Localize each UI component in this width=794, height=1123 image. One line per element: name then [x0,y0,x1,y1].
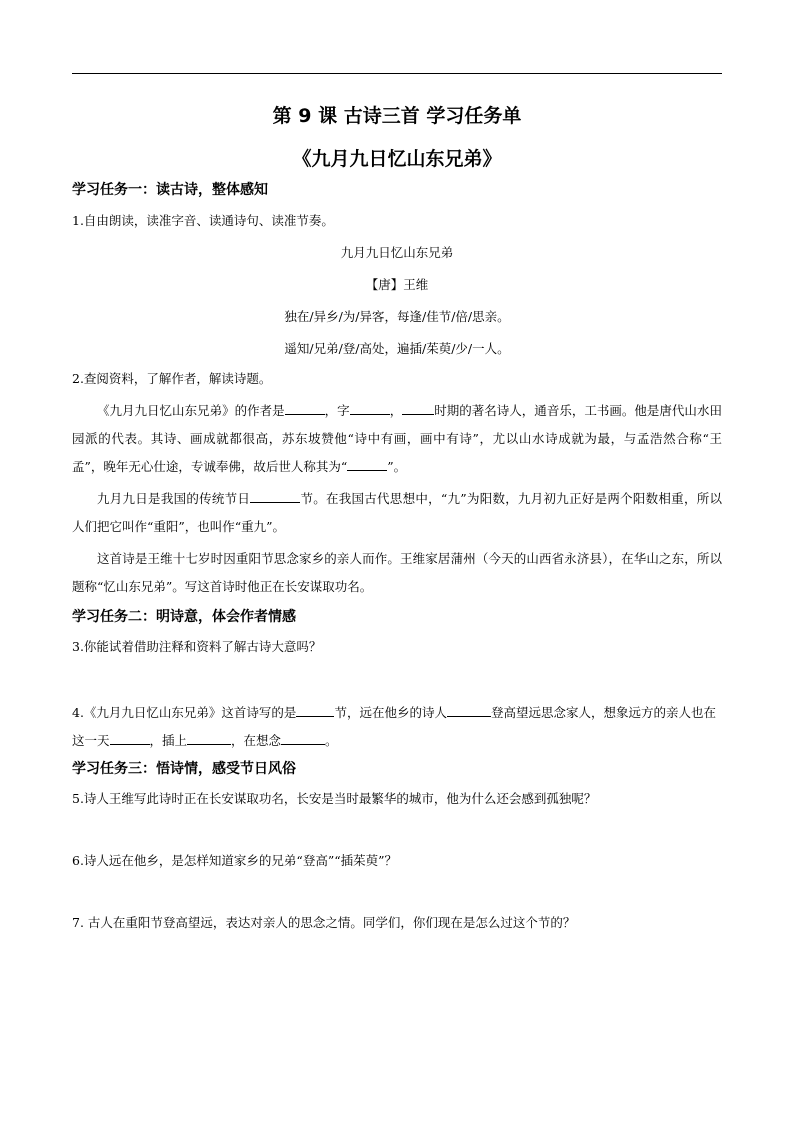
poem-line-2: 遥知/兄弟/登/高处，遍插/茱萸/少/一人。 [284,341,510,356]
era-blank[interactable] [402,399,434,415]
poem-author: 【唐】王维 [365,277,429,292]
q4-activity-blank[interactable] [110,729,150,745]
author-paragraph: 《九月九日忆山东兄弟》的作者是 ，字 ， 时期的著名诗人，通音乐，工书画。他是唐代山水田园派的代表。其诗、画成就都很高，苏东坡赞他“诗中有画，画中有诗”，尤以山水诗成就为最，与孟浩然合称“王孟”，晚年无心仕途，专诚奉佛，故后世人称其为“ ”。 [72,397,722,481]
courtesy-name-blank[interactable] [350,399,390,415]
q4-poet-blank[interactable] [447,701,491,717]
question-5: 5.诗人王维写此诗时正在长安谋取功名，长安是当时最繁华的城市，他为什么还会感到孤独呢？ [72,791,597,806]
poem-heading: 《九月九日忆山东兄弟》 [292,148,502,170]
background-paragraph: 这首诗是王维十七岁时因重阳节思念家乡的亲人而作。王维家居蒲州（今天的山西省永济县），在华山之东，所以题称“忆山东兄弟”。写这首诗时他正在长安谋取功名。 [72,551,722,594]
q4-person-blank[interactable] [281,729,325,745]
author-name-blank[interactable] [285,399,325,415]
festival-paragraph: 九月九日是我国的传统节日 节。在我国古代思想中，“九”为阳数，九月初九正好是两个阳数相重，所以人们把它叫作“重阳”，也叫作“重九”。 [72,485,722,541]
question-7: 7. 古人在重阳节登高望远，表达对亲人的思念之情。同学们，你们现在是怎么过这个节的？ [72,915,576,930]
header-rule [72,73,722,74]
festival-blank[interactable] [250,487,300,503]
task3-heading: 学习任务三：悟诗情，感受节日风俗 [72,761,296,777]
task2-heading: 学习任务二：明诗意，体会作者情感 [72,609,296,625]
poem-line-1: 独在/异乡/为/异客，每逢/佳节/倍/思亲。 [284,309,510,324]
poem-title: 九月九日忆山东兄弟 [340,245,454,260]
worksheet [72,101,722,933]
task1-heading: 学习任务一：读古诗，整体感知 [72,182,268,198]
question-1: 1.自由朗读，读准字音、读通诗句、读准节奏。 [72,213,334,228]
q4-festival-blank[interactable] [296,701,334,717]
question-3: 3.你能试着借助注释和资料了解古诗大意吗？ [72,639,322,654]
page-title: 第 9 课 古诗三首 学习任务单 [272,105,522,127]
nickname-blank[interactable] [347,455,387,471]
question-2: 2.查阅资料，了解作者，解读诗题。 [72,371,272,386]
question-6: 6.诗人远在他乡，是怎样知道家乡的兄弟“登高”“插茱萸”？ [72,853,397,868]
q4-plant-blank[interactable] [187,729,231,745]
question-4: 4.《九月九日忆山东兄弟》这首诗写的是 节，远在他乡的诗人 登高望远思念家人，想象远方的亲人也在这一天 ，插上 ，在想念 。 [72,699,722,755]
